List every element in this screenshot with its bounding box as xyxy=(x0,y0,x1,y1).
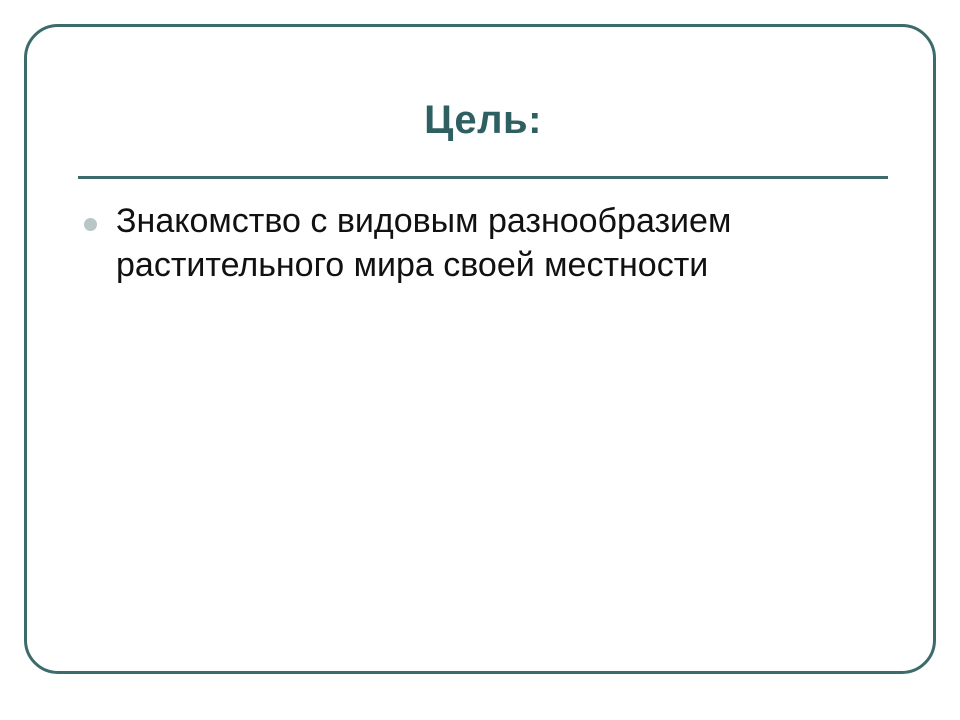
list-item-label: Знакомство с видовым разнообразием растительного мира своей местности xyxy=(116,202,732,284)
title-divider xyxy=(78,176,888,179)
page-title: Цель: xyxy=(424,98,542,142)
list-item xyxy=(84,200,890,287)
content-body xyxy=(84,200,890,287)
bullet-dot-icon xyxy=(84,218,97,231)
title-block xyxy=(78,96,888,144)
